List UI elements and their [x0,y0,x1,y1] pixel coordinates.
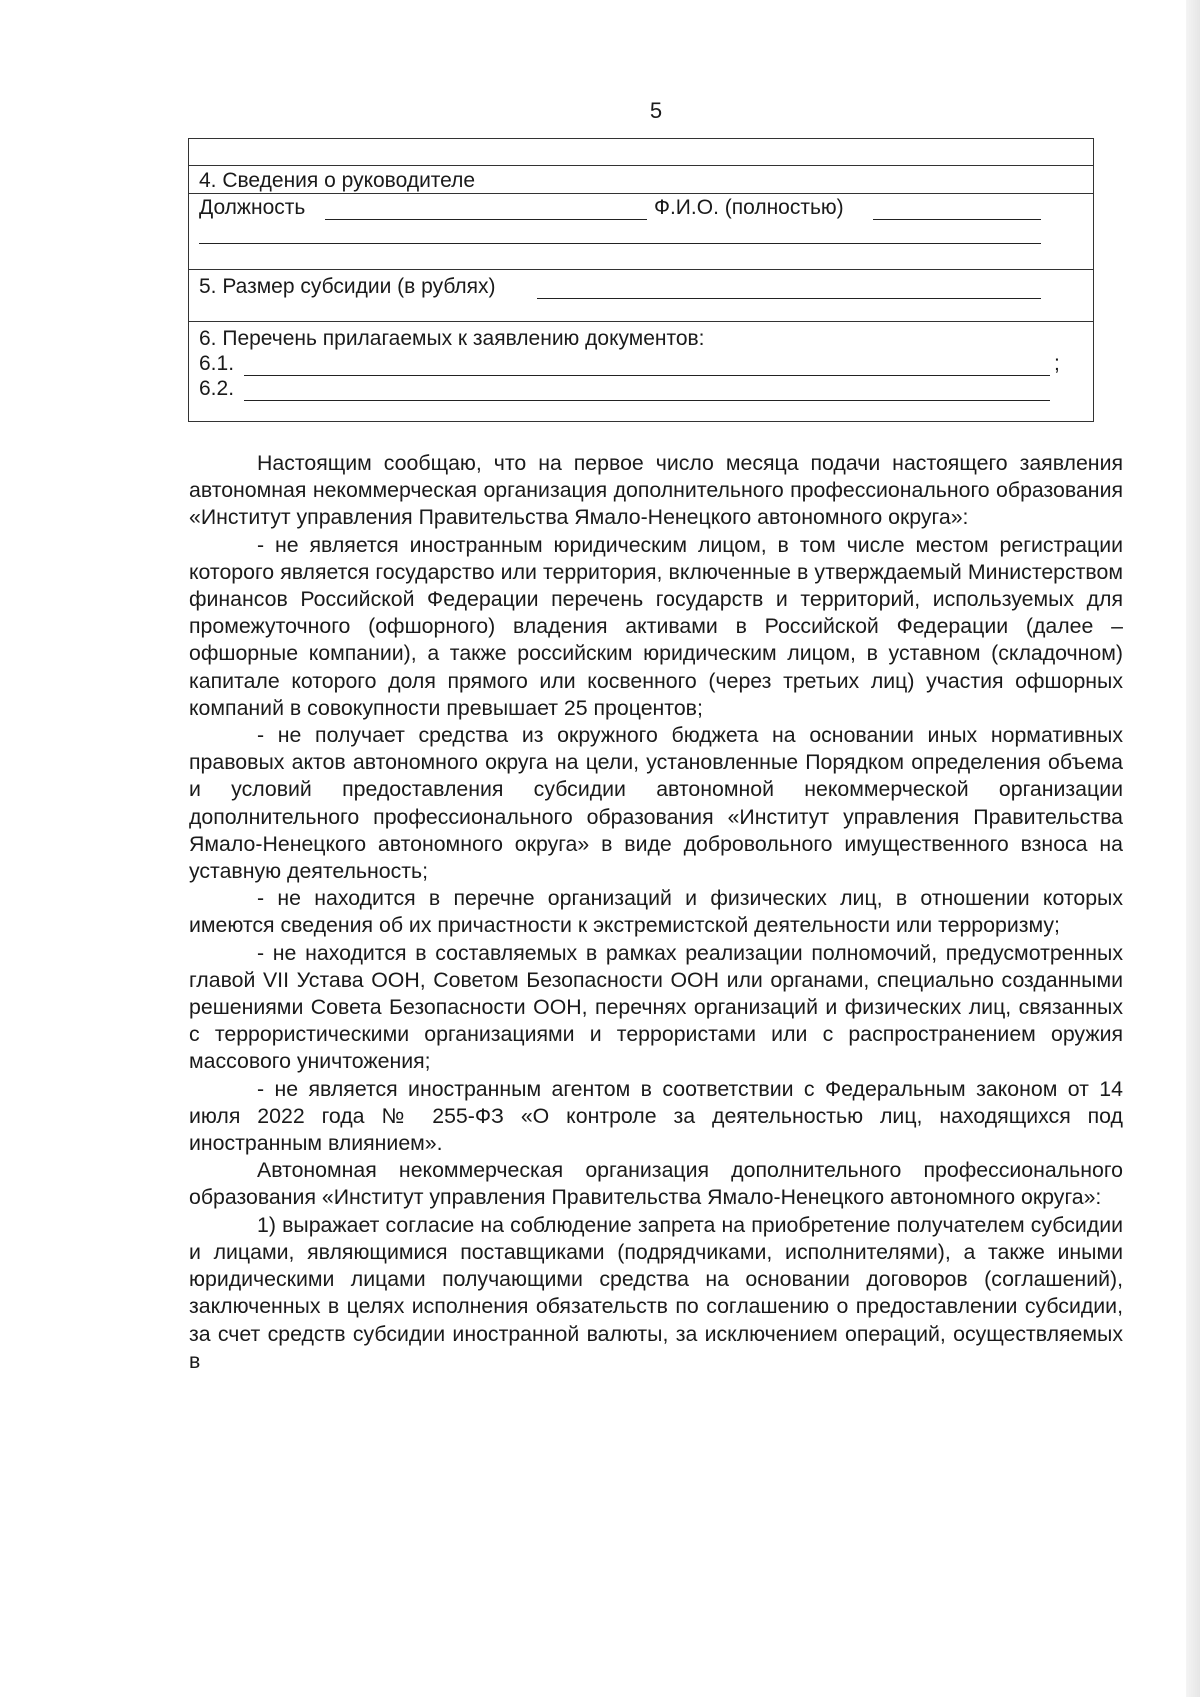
position-label: Должность [199,196,306,219]
statement-body [189,450,1123,1375]
page-number: 5 [649,98,663,123]
item-6-2-label: 6.2. [199,377,235,400]
fio-field-continuation[interactable] [199,243,1041,244]
section4-title: 4. Сведения о руководителе [199,169,476,192]
table-divider [189,321,1093,322]
item-6-1-semicolon: ; [1054,352,1060,375]
table-divider [189,193,1093,194]
position-field[interactable] [325,219,647,220]
condition-not-foreign-agent: - не является иностранным агентом в соответствии с Федеральным законом от 14 июля 2022 года № 255-ФЗ «О контроле за деятельностью лиц, находящихся под иностранным влиянием». [189,1076,1123,1156]
condition-not-un-sanctions-list: - не находится в составляемых в рамках реализации полномочий, предусмотренных главой VII Устава ООН, Советом Безопасности ООН или органами, специально созданными решениями Совета Безопасности ООН, перечнях организаций и физических лиц, связанных с террористическими организациями и террористами или с распространением оружия массового уничтожения; [189,940,1123,1074]
section6-title: 6. Перечень прилагаемых к заявлению документов: [199,327,705,350]
condition-not-foreign-entity: - не является иностранным юридическим лицом, в том числе местом регистрации которого является государство или территория, включенные в утверждаемый Министерством финансов Российской Федерации перечень государств и территорий, используемых для промежуточного (офшорного) владения активами в Российской Федерации (далее – офшорные компании), а также российским юридическим лицом, в уставном (складочном) капитале которого доля прямого или косвенного (через третьих лиц) участия офшорных компаний в совокупности превышает 25 процентов; [189,532,1123,720]
fio-label: Ф.И.О. (полностью) [654,196,844,219]
fio-field[interactable] [873,219,1041,220]
subsidy-amount-field[interactable] [537,298,1041,299]
item-6-1-field[interactable] [244,375,1050,376]
section5-label: 5. Размер субсидии (в рублях) [199,275,496,298]
organization-paragraph: Автономная некоммерческая организация дополнительного профессионального образования «Институт управления Правительства Ямало-Ненецкого автономного округа»: [189,1158,1123,1210]
consent-item-1: 1) выражает согласие на соблюдение запрета на приобретение получателем субсидии и лицами, являющимися поставщиками (подрядчиками, исполнителями), а также иными юридическими лицами получающими средства на основании договоров (соглашений), заключенных в целях исполнения обязательств по соглашению о предоставлении субсидии, за счет средств субсидии иностранной валюты, за исключением операций, осуществляемых в [189,1212,1123,1373]
item-6-2-field[interactable] [244,400,1050,401]
applicant-form-table [188,138,1094,422]
item-6-1-label: 6.1. [199,352,235,375]
condition-not-extremist-list: - не находится в перечне организаций и физических лиц, в отношении которых имеются сведения об их причастности к экстремистской деятельности или терроризму; [189,886,1123,938]
page-edge-shadow [1186,0,1200,1697]
table-divider [189,269,1093,270]
condition-no-other-budget-funds: - не получает средства из окружного бюджета на основании иных нормативных правовых актов автономного округа на цели, установленные Порядком определения объема и условий предоставления субсидии автономной некоммерческой организации дополнительного профессионального образования «Институт управления Правительства Ямало-Ненецкого автономного округа» в виде добровольного имущественного взноса на уставную деятельность; [189,723,1123,884]
intro-paragraph: Настоящим сообщаю, что на первое число месяца подачи настоящего заявления автономная некоммерческая организация дополнительного профессионального образования «Институт управления Правительства Ямало-Ненецкого автономного округа»: [189,451,1123,530]
table-divider [189,165,1093,166]
